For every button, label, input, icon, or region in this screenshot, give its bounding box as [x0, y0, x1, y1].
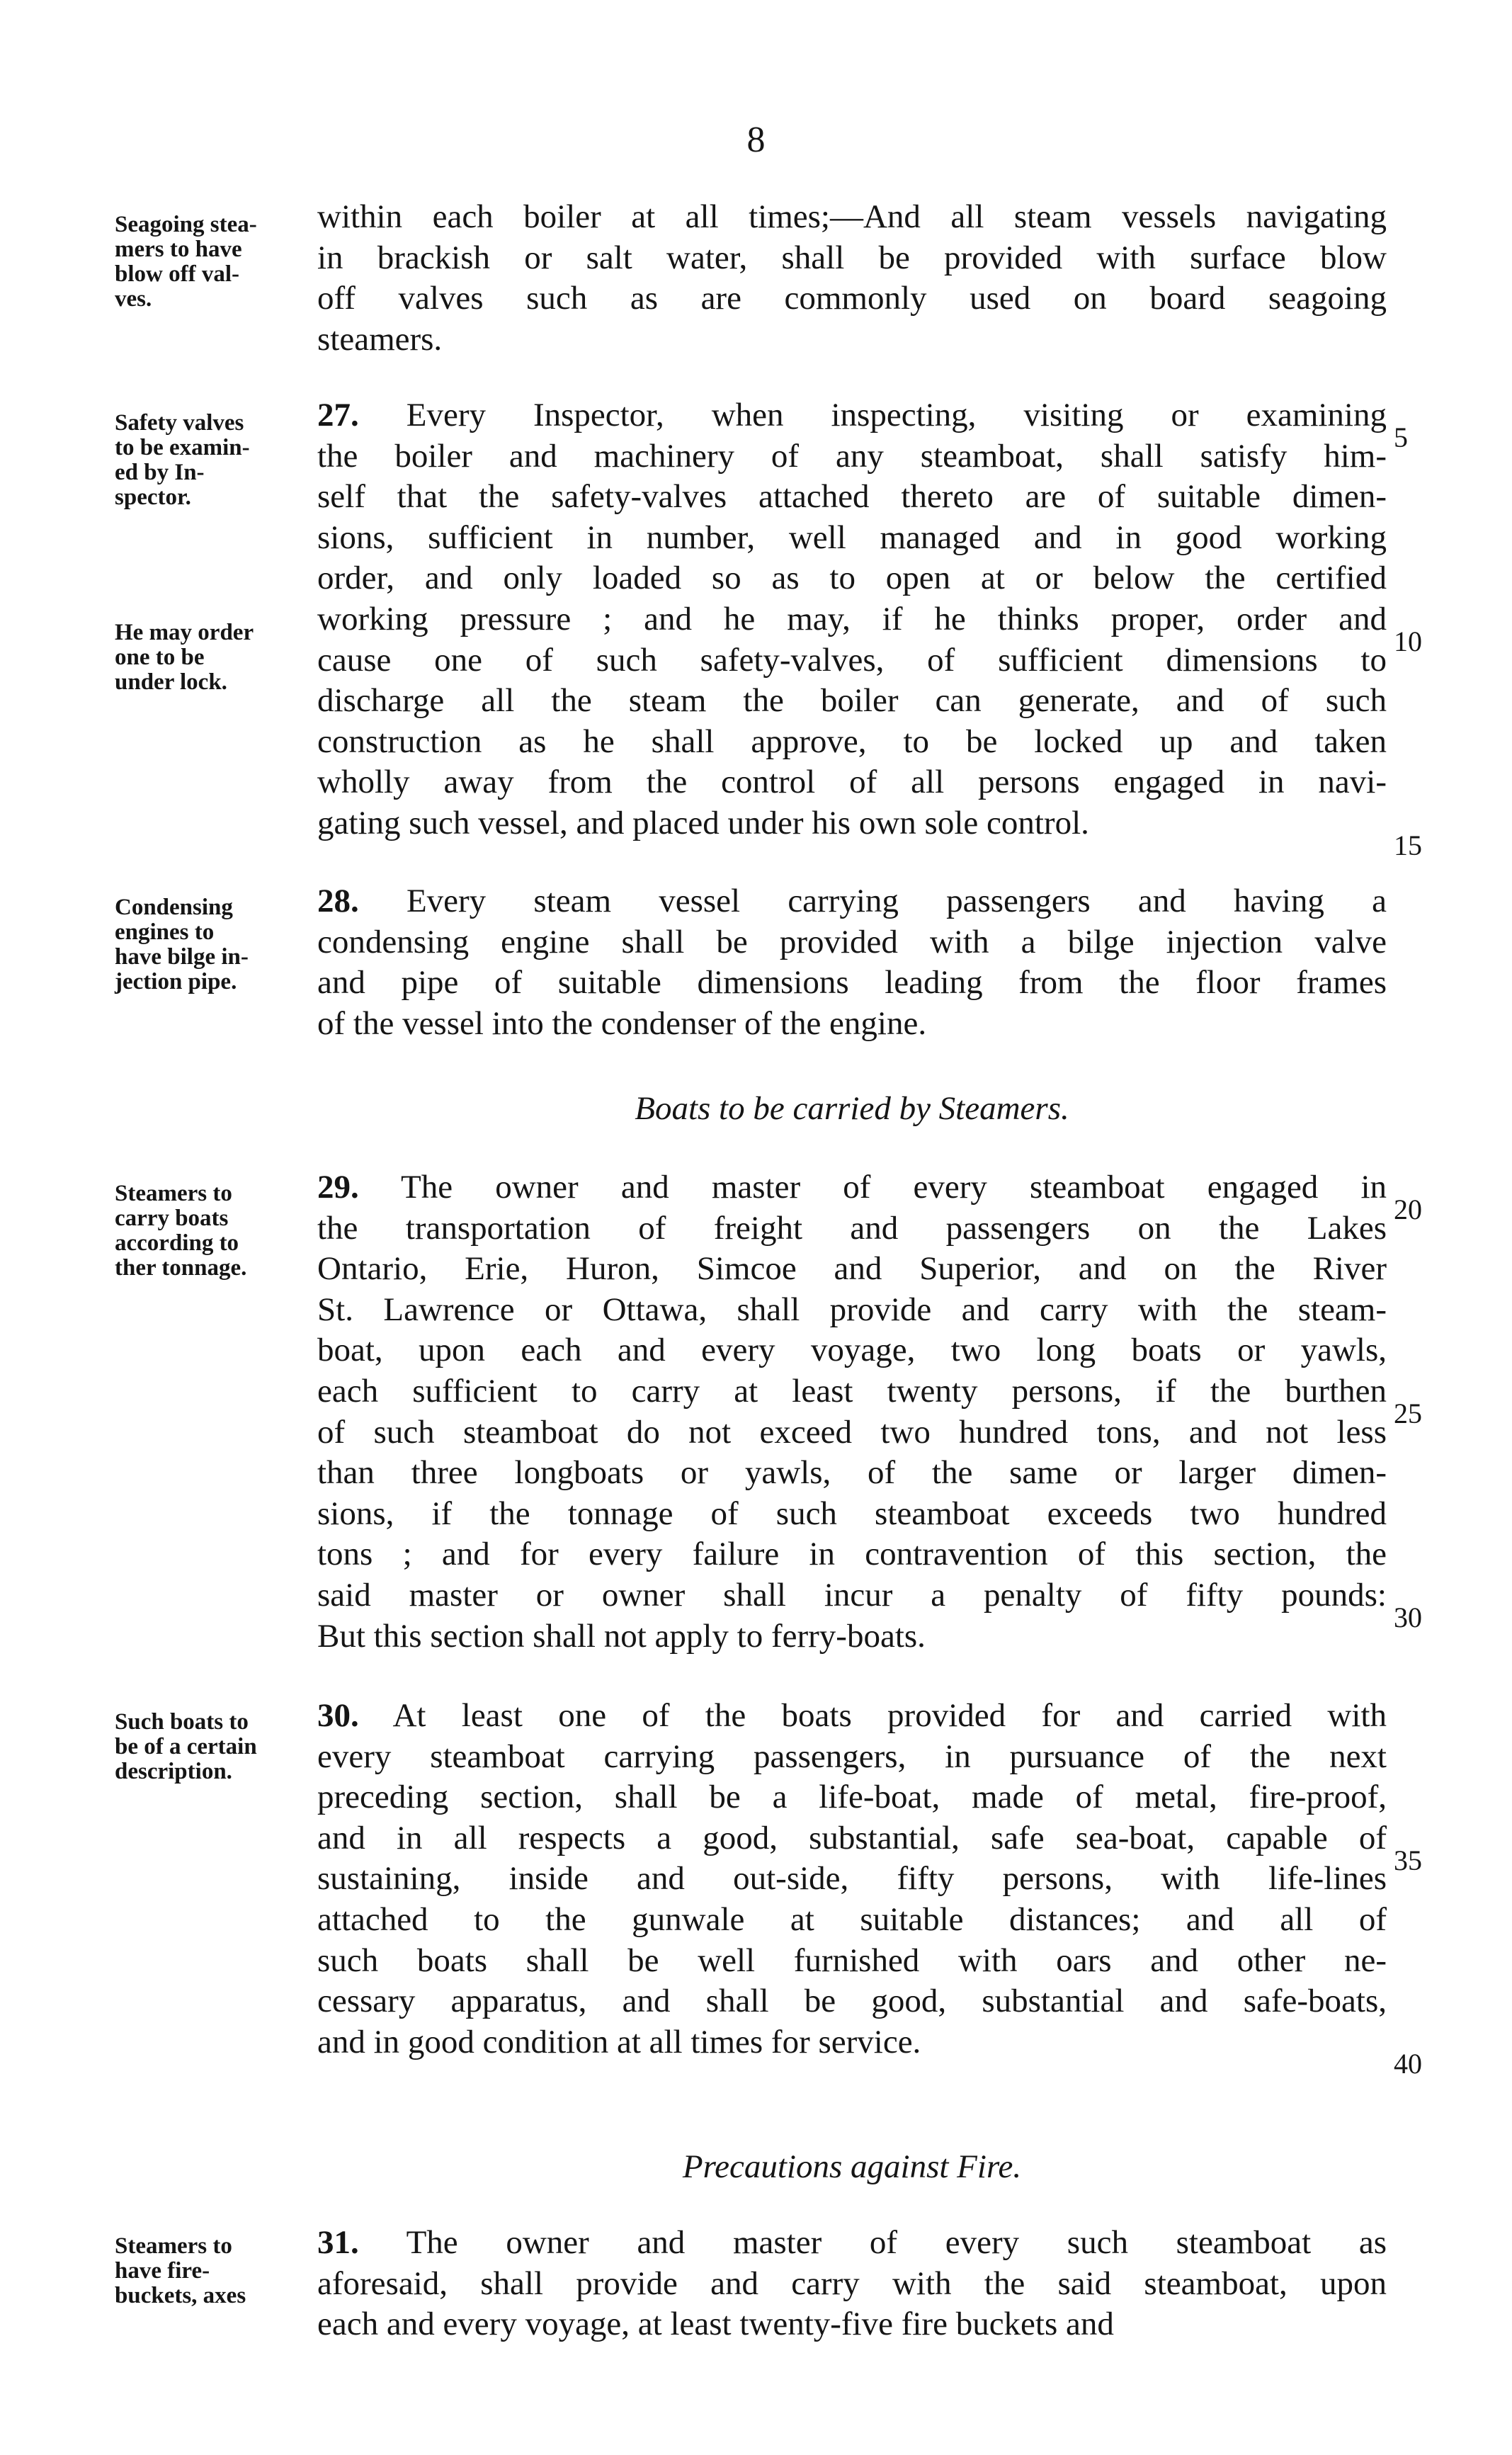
margin-note-line: have fire-: [115, 2258, 210, 2284]
text-line: the transportation of freight and passengers on the Lakes: [317, 1209, 1387, 1247]
margin-note-fire-buckets: [115, 2234, 320, 2308]
text-line: and pipe of suitable dimensions leading from the floor frames: [317, 964, 1387, 1002]
line-number-40: 40: [1394, 2048, 1422, 2080]
text-line: condensing engine shall be provided with a bilge injection valve: [317, 923, 1387, 960]
text-line: each sufficient to carry at least twenty persons, if the burthen: [317, 1372, 1387, 1410]
text-line: cause one of such safety-valves, of sufficient dimensions to: [317, 641, 1387, 679]
margin-note-order-lock: [115, 620, 320, 695]
margin-note-line: jection pipe.: [115, 969, 237, 994]
text-line: every steamboat carrying passengers, in pursuance of the next: [317, 1737, 1387, 1775]
text-line: [317, 881, 1387, 922]
margin-note-line: ves.: [115, 286, 152, 312]
page-number: 8: [746, 120, 766, 160]
line-number-20: 20: [1394, 1194, 1422, 1225]
line-number-10: 10: [1394, 625, 1422, 657]
margin-note-line: according to: [115, 1230, 239, 1256]
text-line: aforesaid, shall provide and carry with the said steamboat, upon: [317, 2264, 1387, 2302]
margin-note-line: ed by In-: [115, 460, 205, 485]
text-line: of the vessel into the condenser of the engine.: [317, 1004, 927, 1042]
margin-note-line: Steamers to: [115, 2233, 232, 2259]
text-line: Ontario, Erie, Huron, Simcoe and Superior, and on the River: [317, 1250, 1387, 1288]
text-line: in brackish or salt water, shall be provided with surface blow: [317, 239, 1387, 276]
text-line: tons ; and for every failure in contravention of this section, the: [317, 1536, 1387, 1573]
margin-note-line: ther tonnage.: [115, 1255, 247, 1281]
text-line: boat, upon each and every voyage, two long boats or yawls,: [317, 1332, 1387, 1369]
line-number-15: 15: [1394, 829, 1422, 861]
text-line: St. Lawrence or Ottawa, shall provide and carry with the steam-: [317, 1291, 1387, 1328]
margin-note-line: Safety valves: [115, 410, 244, 436]
text-line: steamers.: [317, 320, 443, 358]
text-line: working pressure ; and he may, if he thinks proper, order and: [317, 600, 1387, 637]
section-number: 29.: [317, 1169, 359, 1206]
text-line: said master or owner shall incur a penalty of fifty pounds:: [317, 1576, 1387, 1614]
text-line: off valves such as are commonly used on board seagoing: [317, 280, 1387, 317]
paragraph-section-27: [317, 395, 1387, 844]
paragraph-section-26: [317, 197, 1387, 360]
text-line: such boats shall be well furnished with oars and other ne-: [317, 1941, 1387, 1979]
section-number: 31.: [317, 2224, 359, 2261]
margin-note-safety-valves: [115, 411, 320, 510]
text-line-content: Every Inspector, when inspecting, visiting or examining: [358, 397, 1387, 433]
margin-note-such-boats: [115, 1710, 320, 1784]
text-line: and in all respects a good, substantial, safe sea-boat, capable of: [317, 1819, 1387, 1856]
margin-note-condensing: [115, 895, 320, 994]
margin-note-line: carry boats: [115, 1206, 229, 1231]
text-line: within each boiler at all times;—And all steam vessels navigating: [317, 198, 1387, 235]
margin-note-line: under lock.: [115, 669, 227, 695]
margin-note-line: one to be: [115, 645, 205, 670]
text-line: than three longboats or yawls, of the same or larger dimen-: [317, 1454, 1387, 1492]
paragraph-section-29: [317, 1167, 1387, 1657]
text-line-content: Every steam vessel carrying passengers and having a: [358, 883, 1387, 919]
text-line: sions, if the tonnage of such steamboat exceeds two hundred: [317, 1495, 1387, 1532]
line-number-5: 5: [1394, 421, 1408, 453]
paragraph-section-30: [317, 1696, 1387, 2063]
margin-note-line: Condensing: [115, 895, 233, 920]
text-line: and in good condition at all times for service.: [317, 2023, 921, 2060]
text-line: [317, 1167, 1387, 1208]
margin-note-line: engines to: [115, 919, 215, 945]
text-line: attached to the gunwale at suitable distances; and all of: [317, 1900, 1387, 1938]
margin-note-line: He may order: [115, 620, 254, 645]
text-line: of such steamboat do not exceed two hundred tons, and not less: [317, 1413, 1387, 1451]
heading-fire: Precautions against Fire.: [682, 2148, 1022, 2185]
text-line: wholly away from the control of all persons engaged in navi-: [317, 764, 1387, 801]
text-line: cessary apparatus, and shall be good, substantial and safe-boats,: [317, 1983, 1387, 2020]
margin-note-seagoing: [115, 212, 320, 312]
text-line: [317, 1696, 1387, 1737]
text-line: [317, 2223, 1387, 2264]
text-line: preceding section, shall be a life-boat, made of metal, fire-proof,: [317, 1779, 1387, 1816]
margin-note-line: buckets, axes: [115, 2283, 246, 2308]
margin-note-steamers-boats: [115, 1181, 320, 1281]
text-line: But this section shall not apply to ferry-boats.: [317, 1617, 926, 1655]
paragraph-section-28: [317, 881, 1387, 1044]
text-line: sions, sufficient in number, well managed and in good working: [317, 518, 1387, 556]
margin-note-line: mers to have: [115, 237, 242, 262]
margin-note-line: to be examin-: [115, 435, 250, 460]
line-number-30: 30: [1394, 1601, 1422, 1633]
text-line-content: The owner and master of every such steamboat as: [358, 2224, 1387, 2261]
line-number-25: 25: [1394, 1397, 1422, 1429]
margin-note-line: have bilge in-: [115, 944, 249, 970]
section-number: 27.: [317, 397, 359, 433]
heading-boats: Boats to be carried by Steamers.: [635, 1090, 1069, 1127]
section-number: 28.: [317, 883, 359, 919]
text-line: each and every voyage, at least twenty-five fire buckets and: [317, 2306, 1114, 2343]
margin-note-line: Such boats to: [115, 1709, 249, 1735]
margin-note-line: spector.: [115, 484, 191, 510]
margin-note-line: be of a certain: [115, 1734, 257, 1759]
text-line: sustaining, inside and out-side, fifty persons, with life-lines: [317, 1860, 1387, 1898]
text-line: order, and only loaded so as to open at or below the certified: [317, 560, 1387, 597]
text-line: self that the safety-valves attached thereto are of suitable dimen-: [317, 478, 1387, 516]
paragraph-section-31: [317, 2223, 1387, 2345]
text-line: gating such vessel, and placed under his own sole control.: [317, 804, 1089, 841]
margin-note-line: Steamers to: [115, 1181, 232, 1206]
text-line: the boiler and machinery of any steamboat, shall satisfy him-: [317, 437, 1387, 475]
section-number: 30.: [317, 1697, 359, 1734]
margin-note-line: description.: [115, 1759, 232, 1784]
text-line-content: At least one of the boats provided for and carried with: [358, 1697, 1387, 1734]
text-line: construction as he shall approve, to be locked up and taken: [317, 722, 1387, 760]
margin-note-line: Seagoing stea-: [115, 212, 257, 237]
line-number-35: 35: [1394, 1844, 1422, 1876]
margin-note-line: blow off val-: [115, 261, 239, 287]
text-line: [317, 395, 1387, 436]
text-line: discharge all the steam the boiler can generate, and of such: [317, 682, 1387, 720]
text-line-content: The owner and master of every steamboat engaged in: [358, 1169, 1387, 1206]
